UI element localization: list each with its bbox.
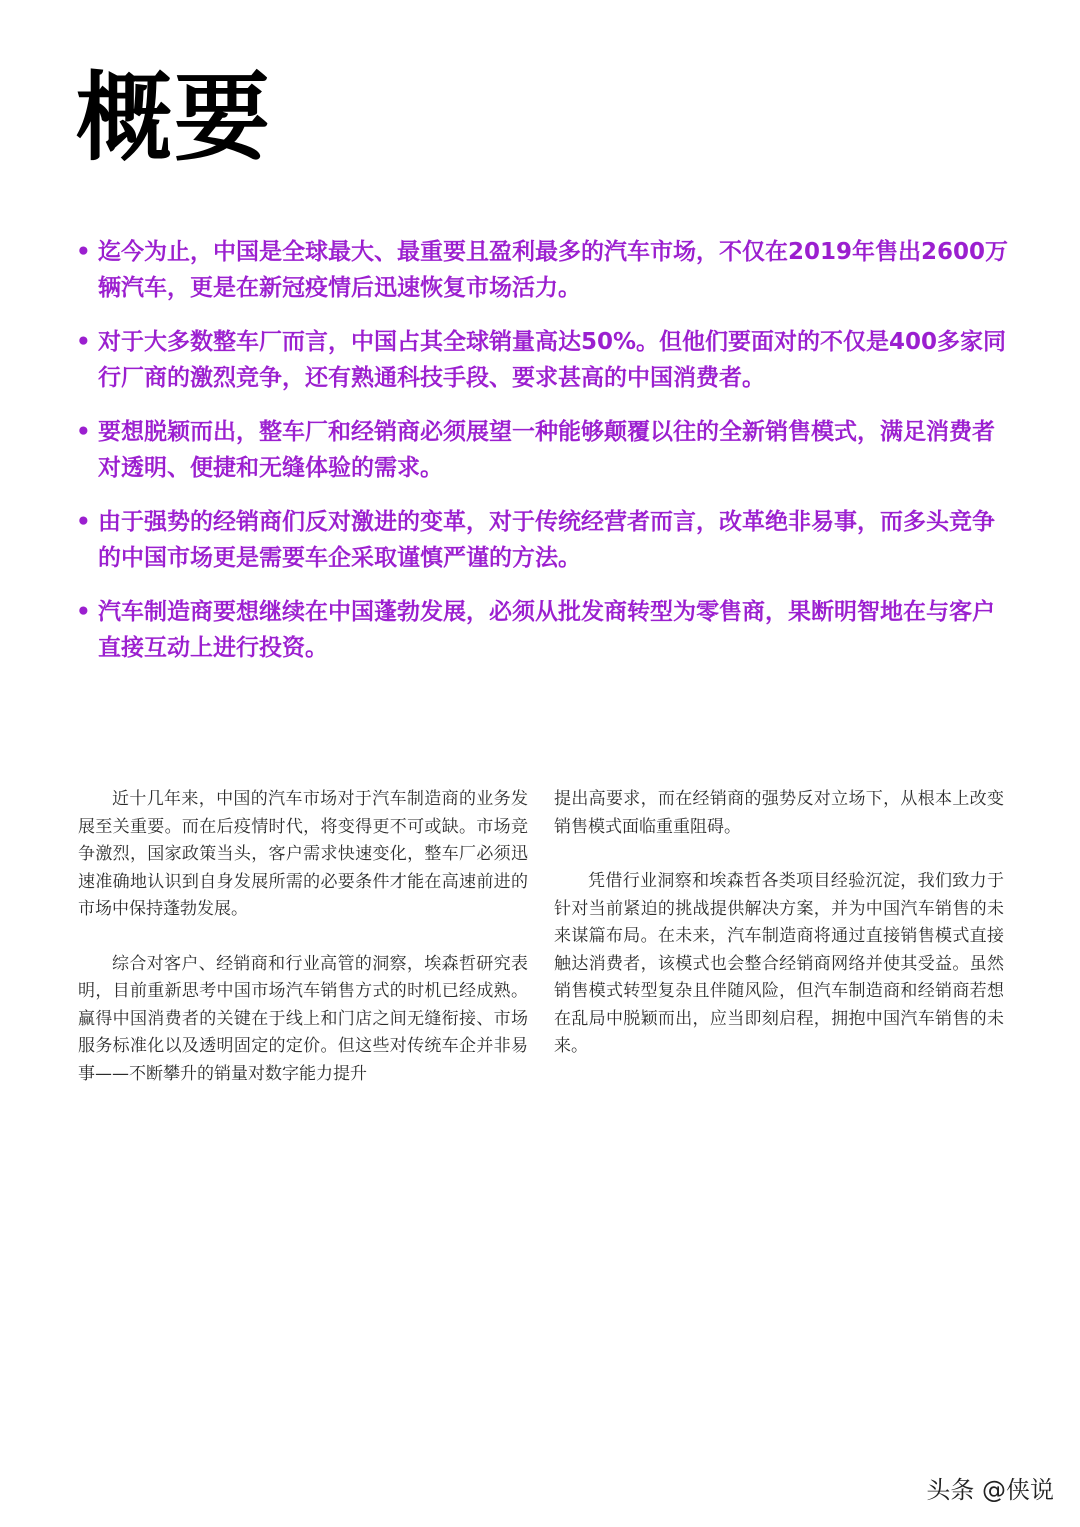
- key-point-text: 汽车制造商要想继续在中国蓬勃发展，必须从批发商转型为零售商，果断明智地在与客户直接互动上进行投资。: [98, 599, 995, 661]
- key-point: [76, 594, 1016, 666]
- bullet-icon: •: [76, 419, 91, 445]
- key-point: [76, 504, 1016, 576]
- bullet-icon: •: [76, 329, 91, 355]
- key-point: [76, 414, 1016, 486]
- bullet-icon: •: [76, 509, 91, 535]
- body-paragraph: 近十几年来，中国的汽车市场对于汽车制造商的业务发展至关重要。而在后疫情时代，将变得更不可或缺。市场竞争激烈，国家政策当头，客户需求快速变化，整车厂必须迅速准确地认识到自身发展所需的必要条件才能在高速前进的市场中保持蓬勃发展。: [78, 789, 528, 919]
- key-point: [76, 234, 1016, 306]
- body-column-left: [78, 786, 528, 1115]
- key-point-text: 要想脱颖而出，整车厂和经销商必须展望一种能够颠覆以往的全新销售模式，满足消费者对透明、便捷和无缝体验的需求。: [98, 419, 995, 481]
- watermark: 头条 @侠说: [926, 1476, 1054, 1504]
- body-columns: [78, 786, 1004, 1115]
- key-points-list: [76, 234, 1016, 684]
- key-point-text: 对于大多数整车厂而言，中国占其全球销量高达50%。但他们要面对的不仅是400多家同行厂商的激烈竞争，还有熟通科技手段、要求甚高的中国消费者。: [98, 329, 1007, 391]
- body-column-right: [554, 786, 1004, 1115]
- body-paragraph: 凭借行业洞察和埃森哲各类项目经验沉淀，我们致力于针对当前紧迫的挑战提供解决方案，并为中国汽车销售的未来谋篇布局。在未来，汽车制造商将通过直接销售模式直接触达消费者，该模式也会整合经销商网络并使其受益。虽然销售模式转型复杂且伴随风险，但汽车制造商和经销商若想在乱局中脱颖而出，应当即刻启程，拥抱中国汽车销售的未来。: [554, 871, 1004, 1056]
- key-point-text: 迄今为止，中国是全球最大、最重要且盈利最多的汽车市场，不仅在2019年售出2600万辆汽车，更是在新冠疫情后迅速恢复市场活力。: [98, 239, 1009, 301]
- key-point-text: 由于强势的经销商们反对激进的变革，对于传统经营者而言，改革绝非易事，而多头竞争的中国市场更是需要车企采取谨慎严谨的方法。: [98, 509, 995, 571]
- body-paragraph-continued: 提出高要求，而在经销商的强势反对立场下，从根本上改变销售模式面临重重阻碍。: [554, 789, 1004, 837]
- page-title: 概要: [76, 62, 272, 174]
- bullet-icon: •: [76, 239, 91, 265]
- bullet-icon: •: [76, 599, 91, 625]
- body-paragraph: 综合对客户、经销商和行业高管的洞察，埃森哲研究表明，目前重新思考中国市场汽车销售方式的时机已经成熟。赢得中国消费者的关键在于线上和门店之间无缝衔接、市场服务标准化以及透明固定的定价。但这些对传统车企并非易事——不断攀升的销量对数字能力提升: [78, 953, 528, 1084]
- key-point: [76, 324, 1016, 396]
